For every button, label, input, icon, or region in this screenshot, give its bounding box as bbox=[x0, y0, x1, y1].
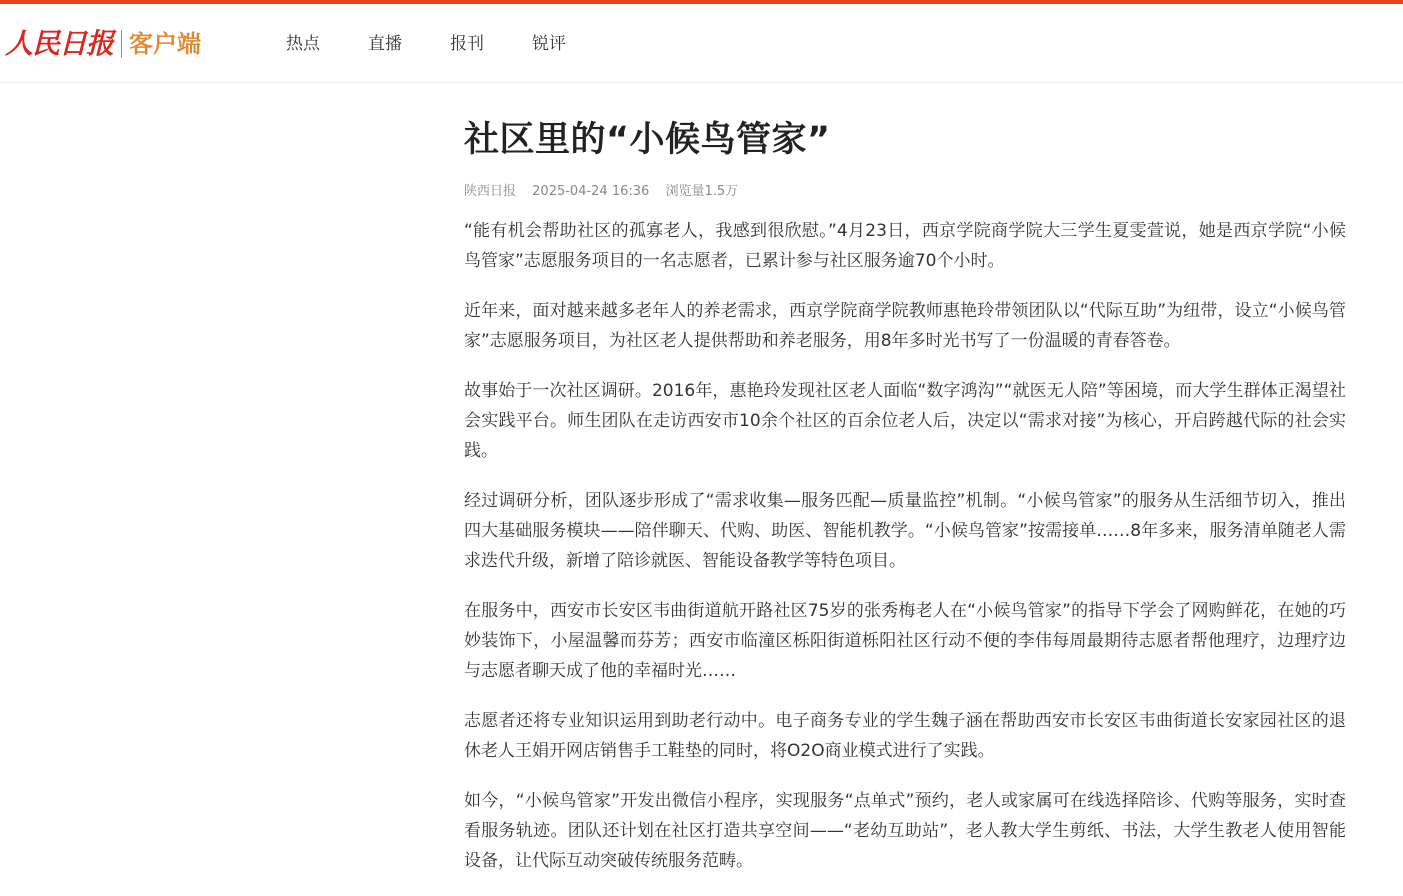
article-paragraph: 志愿者还将专业知识运用到助老行动中。电子商务专业的学生魏子涵在帮助西安市长安区韦曲街道长安家园社区的退休老人王娟开网店销售手工鞋垫的同时，将O2O商业模式进行了实践。 bbox=[464, 711, 1346, 761]
article-paragraph: 故事始于一次社区调研。2016年，惠艳玲发现社区老人面临“数字鸿沟”“就医无人陪”等困境，而大学生群体正渴望社会实践平台。师生团队在走访西安市10余个社区的百余位老人后，决定以“需求对接”为核心，开启跨越代际的社会实践。 bbox=[464, 381, 1346, 461]
nav-item-live[interactable]: 直播 bbox=[368, 34, 402, 54]
article bbox=[464, 82, 1346, 896]
article-source: 陕西日报 bbox=[464, 184, 517, 199]
nav-item-commentary[interactable]: 锐评 bbox=[532, 34, 566, 54]
logo-wordmark: 人民日报 bbox=[5, 27, 114, 60]
article-title: 社区里的“小候鸟管家” bbox=[464, 120, 831, 160]
article-meta bbox=[464, 182, 1346, 202]
article-datetime: 2025-04-24 16:36 bbox=[532, 184, 650, 199]
article-paragraph: 在服务中，西安市长安区韦曲街道航开路社区75岁的张秀梅老人在“小候鸟管家”的指导下学会了网购鲜花，在她的巧妙装饰下，小屋温馨而芬芳；西安市临潼区栎阳街道栎阳社区行动不便的李伟每周最期待志愿者帮他理疗，边理疗边与志愿者聊天成了他的幸福时光…… bbox=[464, 601, 1346, 681]
logo-subtitle: 客户端 bbox=[129, 30, 202, 58]
nav-item-newspaper[interactable]: 报刊 bbox=[450, 34, 484, 54]
main-nav bbox=[286, 30, 614, 58]
site-header bbox=[0, 4, 1403, 83]
site-logo[interactable] bbox=[5, 22, 201, 66]
article-paragraph: 经过调研分析，团队逐步形成了“需求收集—服务匹配—质量监控”机制。“小候鸟管家”的服务从生活细节切入，推出四大基础服务模块——陪伴聊天、代购、助医、智能机教学。“小候鸟管家”按需接单……8年多来，服务清单随老人需求迭代升级，新增了陪诊就医、智能设备教学等特色项目。 bbox=[464, 491, 1346, 571]
article-paragraph: 如今，“小候鸟管家”开发出微信小程序，实现服务“点单式”预约，老人或家属可在线选择陪诊、代购等服务，实时查看服务轨迹。团队还计划在社区打造共享空间——“老幼互助站”，老人教大学生剪纸、书法，大学生教老人使用智能设备，让代际互动突破传统服务范畴。 bbox=[464, 791, 1346, 871]
logo-divider bbox=[121, 30, 122, 58]
article-views: 浏览量1.5万 bbox=[665, 184, 739, 199]
article-paragraph: “能有机会帮助社区的孤寡老人，我感到很欣慰。”4月23日，西京学院商学院大三学生夏雯萱说，她是西京学院“小候鸟管家”志愿服务项目的一名志愿者，已累计参与社区服务逾70个小时。 bbox=[464, 221, 1346, 271]
nav-item-hot[interactable]: 热点 bbox=[286, 34, 320, 54]
article-paragraph: 近年来，面对越来越多老年人的养老需求，西京学院商学院教师惠艳玲带领团队以“代际互助”为纽带，设立“小候鸟管家”志愿服务项目，为社区老人提供帮助和养老服务，用8年多时光书写了一份温暖的青春答卷。 bbox=[464, 301, 1346, 351]
article-body bbox=[464, 216, 1346, 876]
